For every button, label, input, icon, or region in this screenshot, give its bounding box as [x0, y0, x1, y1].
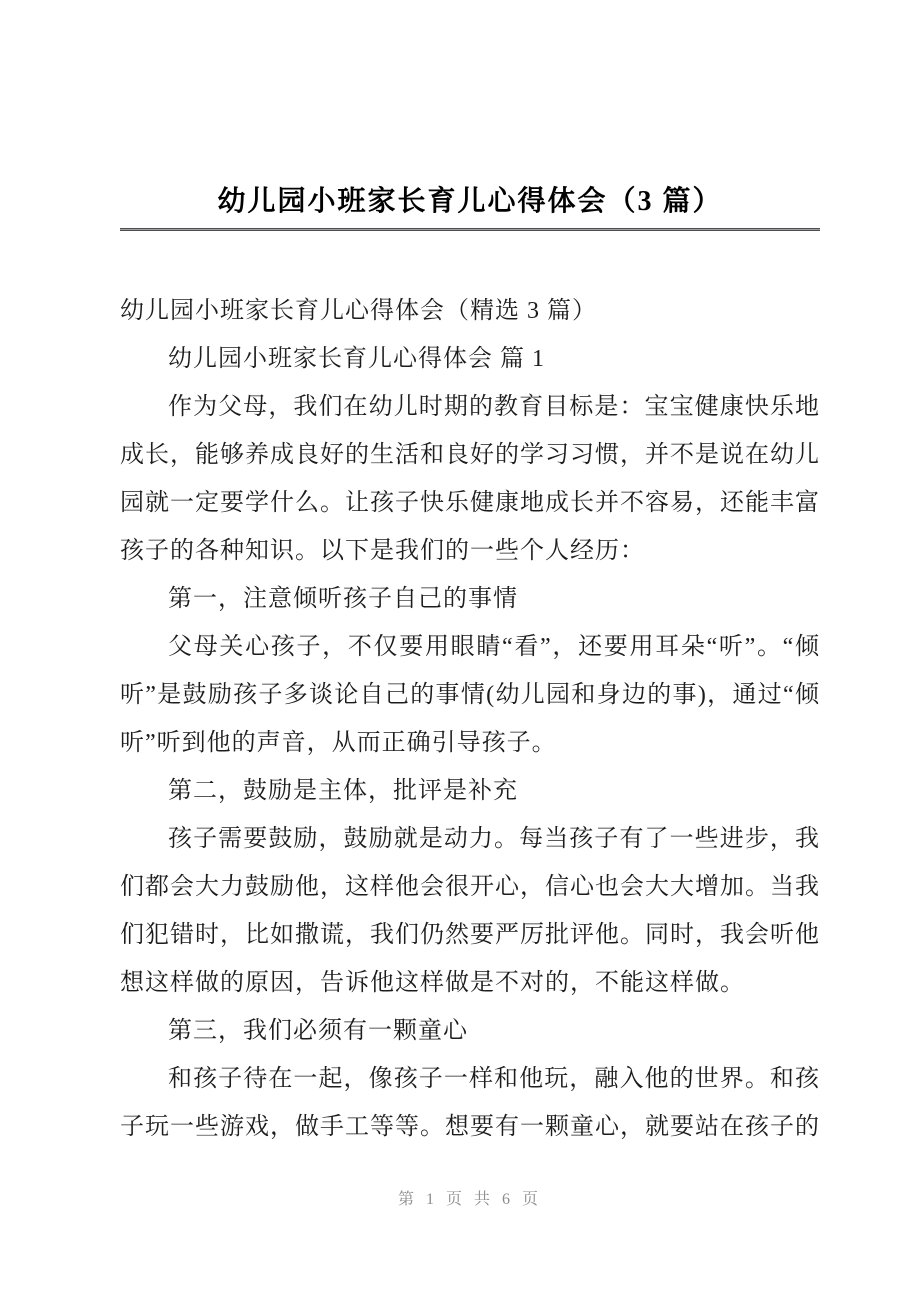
- paragraph: 作为父母，我们在幼儿时期的教育目标是：宝宝健康快乐地成长，能够养成良好的生活和良好的学习习惯，并不是说在幼儿园就一定要学什么。让孩子快乐健康地成长并不容易，还能丰富孩子的各种知识。以下是我们的一些个人经历：: [120, 394, 820, 564]
- title-divider-rule: [120, 228, 820, 231]
- paragraph: 第二，鼓励是主体，批评是补充: [168, 778, 518, 804]
- page-content: [120, 0, 820, 1151]
- paragraph: 孩子需要鼓励，鼓励就是动力。每当孩子有了一些进步，我们都会大力鼓励他，这样他会很开心，信心也会大大增加。当我们犯错时，比如撒谎，我们仍然要严厉批评他。同时，我会听他想这样做的原因，告诉他这样做是不对的，不能这样做。: [120, 826, 820, 996]
- paragraph: 父母关心孩子，不仅要用眼睛“看”，还要用耳朵“听”。“倾听”是鼓励孩子多谈论自己的事情(幼儿园和身边的事)，通过“倾听”听到他的声音，从而正确引导孩子。: [120, 634, 820, 756]
- page-footer: 第 1 页 共 6 页: [397, 1191, 542, 1208]
- paragraph: 第三，我们必须有一颗童心: [168, 1018, 468, 1044]
- paragraph: 和孩子待在一起，像孩子一样和他玩，融入他的世界。和孩子玩一些游戏，做手工等等。想要有一颗童心，就要站在孩子的: [120, 1066, 820, 1140]
- document-title: 幼儿园小班家长育儿心得体会（3 篇）: [217, 186, 723, 217]
- paragraph: 幼儿园小班家长育儿心得体会 篇 1: [168, 346, 545, 372]
- paragraph: 第一，注意倾听孩子自己的事情: [168, 586, 518, 612]
- paragraph: 幼儿园小班家长育儿心得体会（精选 3 篇）: [120, 298, 597, 324]
- document-body: [120, 287, 820, 1151]
